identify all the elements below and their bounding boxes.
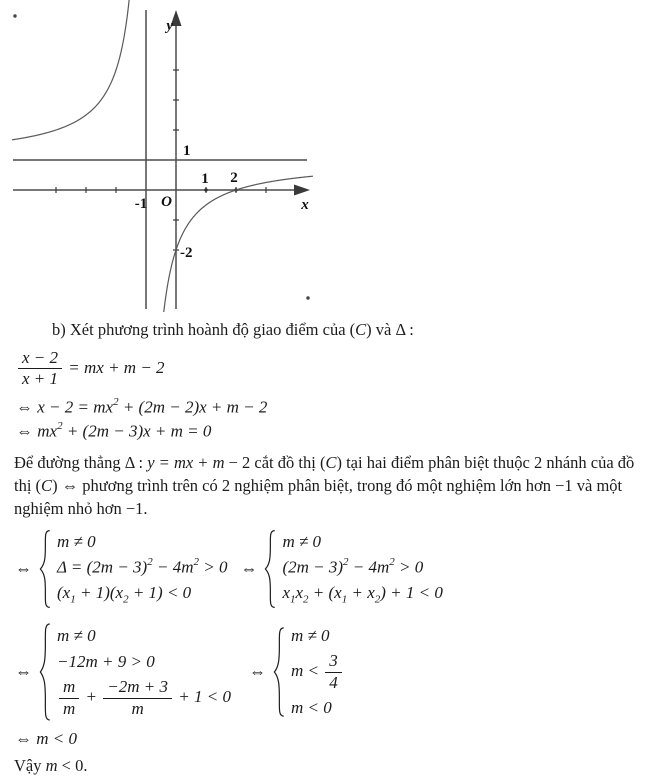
- system-row: m ≠ 0: [57, 532, 96, 552]
- system-row: m ≠ 0: [57, 626, 96, 646]
- system-row: m < $\frac{3}{4}$: [291, 652, 344, 692]
- system-row: m < 0: [290, 697, 332, 717]
- system-row: $\Delta = (2m - 3)^2 - 4m^2 > 0$: [57, 556, 228, 578]
- system-block-1: [15, 529, 443, 609]
- y-axis-label: y: [166, 18, 173, 34]
- x-tick-label-neg1: -1: [134, 196, 148, 212]
- left-brace: [38, 529, 51, 609]
- section-heading: b) Xét phương trình hoành độ giao điểm của (C) và Δ :: [52, 320, 414, 339]
- system-rows: [291, 626, 344, 718]
- system-row: $\frac{m}{m}$ + $\frac{-2m + 3}{m}$ + 1 < 0: [57, 678, 231, 718]
- equivalence-arrow: ⇔: [15, 662, 32, 681]
- equation-quadratic: ⇔ $mx^2 + (2m - 3)x + m = 0$: [16, 420, 212, 441]
- decor-dot-top-left: [13, 14, 16, 17]
- system-row: $(2m - 3)^2 - 4m^2 > 0$: [282, 556, 424, 578]
- x-axis-arrow: [294, 185, 310, 196]
- left-brace: [38, 622, 51, 722]
- equation-intersection: $\frac{x - 2}{x + 1}$ = mx + m − 2: [16, 349, 165, 389]
- conclusion: Vậy m < 0.: [14, 756, 88, 775]
- equation-final: ⇔ m < 0: [15, 729, 77, 748]
- system-block-2: [15, 622, 344, 722]
- system-row: m ≠ 0: [282, 532, 322, 552]
- system-rows: [282, 532, 442, 605]
- system-rows: [57, 626, 231, 718]
- equivalence-arrow: ⇔: [240, 559, 258, 578]
- x-axis-label: x: [301, 197, 309, 213]
- y-tick-label-neg2: -2: [180, 245, 193, 261]
- system-row: $x_1x_2 + (x_1 + x_2) + 1 < 0$: [282, 583, 443, 606]
- left-brace: [272, 626, 285, 718]
- argument-paragraph: Để đường thẳng Δ : y = mx + m − 2 cắt đồ thị (C) tại hai điểm phân biệt thuộc 2 nhánh của đồ thị (C) ⇔ phương trình trên có 2 nghiệm phân biệt, trong đó một nghiệm lớn hơn −1 và một nghiệm nhỏ hơn −1.: [14, 453, 635, 518]
- function-graph: [0, 0, 330, 312]
- equivalence-arrow: ⇔: [248, 662, 266, 681]
- x-tick-label-2: 2: [230, 170, 238, 186]
- left-brace: [263, 529, 276, 609]
- equation-expanded: ⇔ $x - 2 = mx^2 + (2m - 2)x + m - 2$: [16, 396, 268, 417]
- system-row: −12m + 9 > 0: [57, 652, 155, 672]
- decor-dot-bottom-right: [306, 296, 309, 299]
- system-row: m ≠ 0: [290, 626, 330, 646]
- curve-left-branch: [12, 0, 131, 140]
- equivalence-arrow: ⇔: [15, 559, 32, 578]
- origin-label: O: [161, 194, 172, 210]
- system-rows: [57, 532, 227, 605]
- y-tick-label-1: 1: [183, 143, 191, 159]
- x-tick-label-1: 1: [201, 171, 209, 187]
- system-row: $(x_1 + 1)(x_2 + 1) < 0$: [57, 583, 192, 606]
